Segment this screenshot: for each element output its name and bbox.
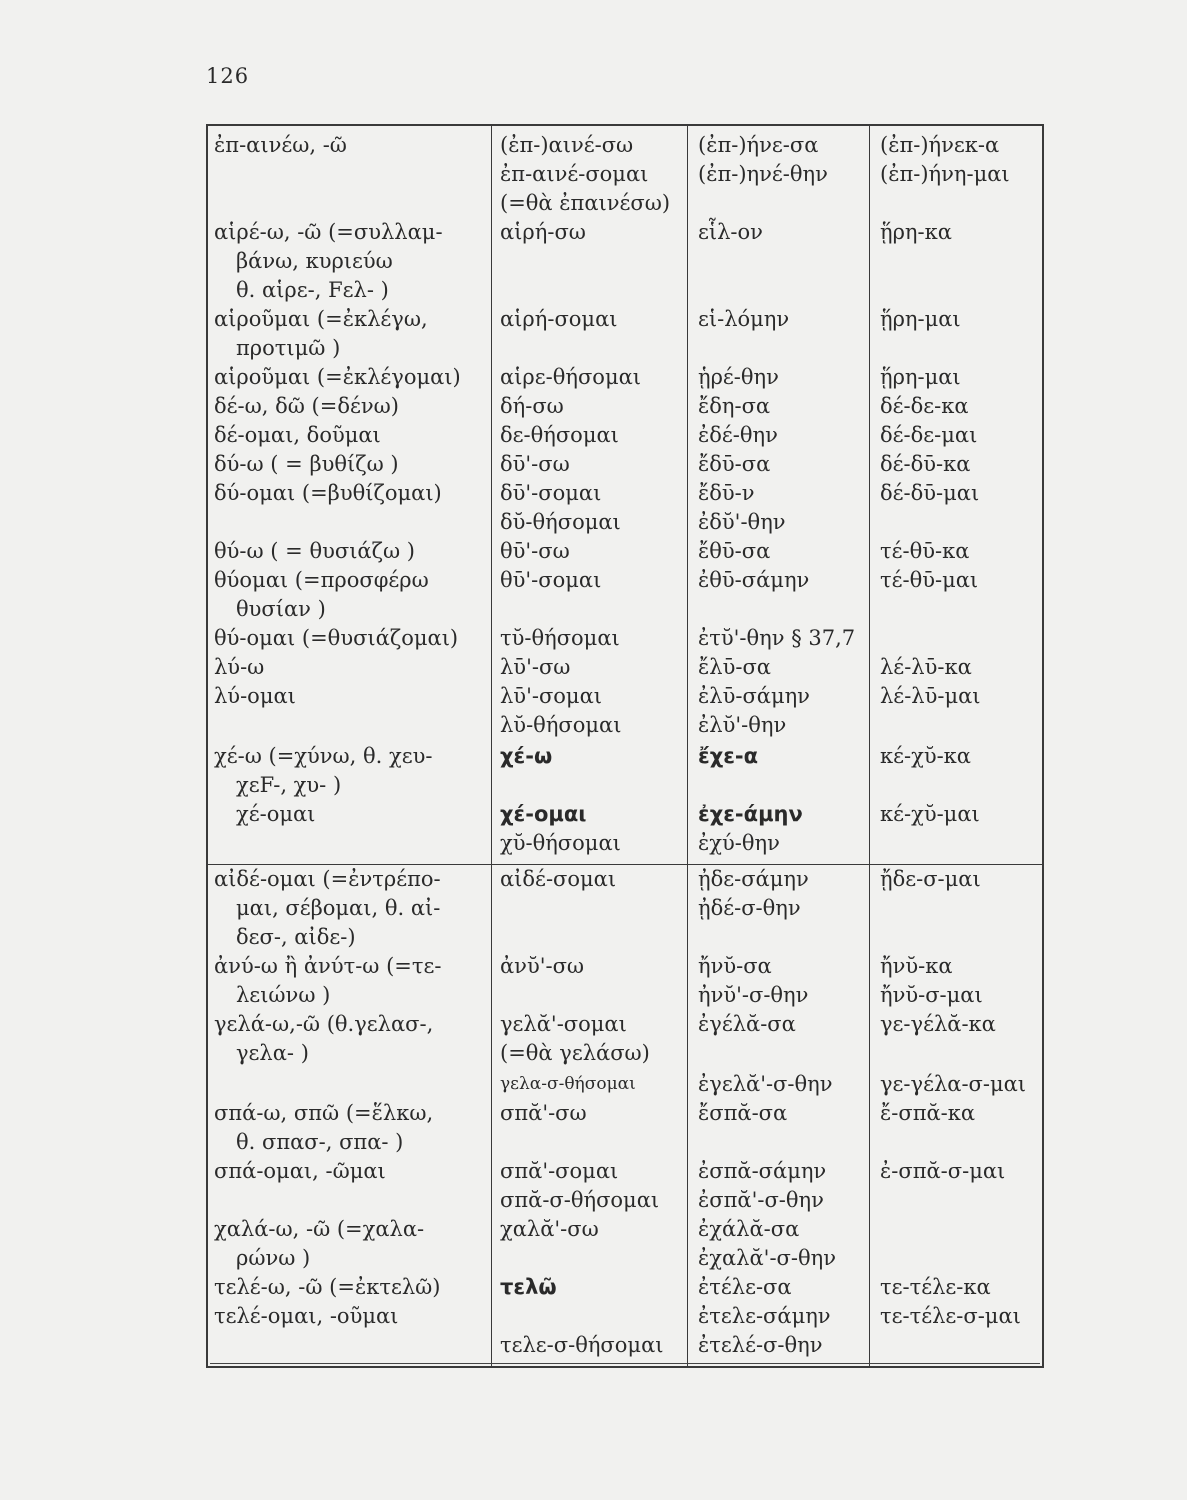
verb-cell: δύ-ομαι (=βυθίζομαι) <box>214 481 442 505</box>
perfect-cell: δέ-δῡ-μαι <box>880 481 980 505</box>
future-cell: θῡ'-σομαι <box>500 568 602 592</box>
perfect-cell: ἔ-σπᾰ-κα <box>880 1101 976 1125</box>
future-cell: χέ-ομαι <box>500 802 587 826</box>
future-cell: χαλᾰ'-σω <box>500 1217 599 1241</box>
future-cell: σπᾰ'-σομαι <box>500 1159 619 1183</box>
future-cell: λῡ'-σω <box>500 655 571 679</box>
future-cell: δῡ'-σομαι <box>500 481 602 505</box>
verb-cell: μαι, σέβομαι, θ. αἰ- <box>236 896 441 920</box>
aorist-cell: ἐλῠ'-θην <box>698 713 787 737</box>
perfect-cell: λέ-λῡ-μαι <box>880 684 981 708</box>
verb-cell: θ. αἱρε-, Fελ- ) <box>236 278 389 302</box>
verb-cell: ἐπ-αινέω, -ῶ <box>214 133 347 157</box>
verb-cell: αἱροῦμαι (=ἐκλέγομαι) <box>214 365 461 389</box>
verb-cell: θύ-ομαι (=θυσιάζομαι) <box>214 626 459 650</box>
verb-cell: αἱρέ-ω, -ῶ (=συλλαμ- <box>214 220 443 244</box>
aorist-cell: ἐτέλε-σα <box>698 1275 792 1299</box>
aorist-cell: ἐτελέ-σ-θην <box>698 1333 823 1357</box>
perfect-cell: ᾕρη-μαι <box>880 307 961 331</box>
aorist-cell: ἐχαλᾰ'-σ-θην <box>698 1246 836 1270</box>
verb-cell: χέ-ω (=χύνω, θ. χευ- <box>214 744 433 768</box>
verb-cell: γελα- ) <box>236 1041 309 1065</box>
aorist-cell: ᾐδέ-σ-θην <box>698 896 801 920</box>
future-cell: θῡ'-σω <box>500 539 570 563</box>
verb-cell: δεσ-, αἰδε-) <box>236 925 356 949</box>
aorist-cell: ἤνῠ-σα <box>698 954 772 978</box>
future-cell: αἱρή-σω <box>500 220 586 244</box>
perfect-cell: ἤνῠ-κα <box>880 954 953 978</box>
aorist-cell: ἔθῡ-σα <box>698 539 771 563</box>
aorist-cell: εἷλ-ον <box>698 220 763 244</box>
future-cell: (=θὰ ἐπαινέσω) <box>500 191 671 215</box>
perfect-cell: τέ-θῡ-κα <box>880 539 970 563</box>
page-number: 126 <box>206 64 250 88</box>
future-cell: ἐπ-αινέ-σομαι <box>500 162 649 186</box>
perfect-cell: γε-γέλᾰ-κα <box>880 1012 996 1036</box>
future-cell: ἀνῠ'-σω <box>500 954 585 978</box>
verb-cell: γελά-ω,-ῶ (θ.γελασ-, <box>214 1012 434 1036</box>
future-cell: χέ-ω <box>500 744 553 768</box>
aorist-cell: ἐθῡ-σάμην <box>698 568 810 592</box>
future-cell: τελῶ <box>500 1275 557 1299</box>
aorist-cell: ἐγελᾰ'-σ-θην <box>698 1072 833 1096</box>
verb-cell: ἀνύ-ω ἢ ἀνύτ-ω (=τε- <box>214 954 442 978</box>
aorist-cell: ἔδη-σα <box>698 394 771 418</box>
future-cell: τελε-σ-θήσομαι <box>500 1333 664 1357</box>
aorist-cell: ἠνῠ'-σ-θην <box>698 983 809 1007</box>
aorist-cell: ἐσπᾰ-σάμην <box>698 1159 827 1183</box>
future-cell: σπᾰ'-σω <box>500 1101 587 1125</box>
perfect-cell: τε-τέλε-κα <box>880 1275 991 1299</box>
future-cell: χῠ-θήσομαι <box>500 831 621 855</box>
column-divider <box>687 126 688 1366</box>
aorist-cell: ἐτῠ'-θην § 37,7 <box>698 626 856 650</box>
verb-cell: λειώνω ) <box>236 983 331 1007</box>
aorist-cell: ἐδέ-θην <box>698 423 778 447</box>
perfect-cell: γε-γέλα-σ-μαι <box>880 1072 1027 1096</box>
future-cell: δῡ'-σω <box>500 452 570 476</box>
future-cell: δή-σω <box>500 394 564 418</box>
future-cell: δε-θήσομαι <box>500 423 619 447</box>
column-divider <box>491 126 492 1366</box>
verb-cell: τελέ-ω, -ῶ (=ἐκτελῶ) <box>214 1275 441 1299</box>
perfect-cell: τέ-θῡ-μαι <box>880 568 979 592</box>
aorist-cell: (ἐπ-)ηνέ-θην <box>698 162 828 186</box>
perfect-cell: ἤνῠ-σ-μαι <box>880 983 983 1007</box>
perfect-cell: κέ-χῠ-μαι <box>880 802 980 826</box>
future-cell: αἱρε-θήσομαι <box>500 365 642 389</box>
future-cell: δῠ-θήσομαι <box>500 510 621 534</box>
aorist-cell: ἐχύ-θην <box>698 831 780 855</box>
future-cell: αἰδέ-σομαι <box>500 867 617 891</box>
perfect-cell: ἐ-σπᾰ-σ-μαι <box>880 1159 1006 1183</box>
column-divider <box>869 126 870 1366</box>
future-cell: γελᾰ'-σομαι <box>500 1012 627 1036</box>
aorist-cell: ἔλῡ-σα <box>698 655 771 679</box>
aorist-cell: ἐχάλᾰ-σα <box>698 1217 800 1241</box>
verb-cell: λύ-ω <box>214 655 265 679</box>
perfect-cell: δέ-δῡ-κα <box>880 452 971 476</box>
verb-cell: αἱροῦμαι (=ἐκλέγω, <box>214 307 428 331</box>
aorist-cell: ᾑρέ-θην <box>698 365 779 389</box>
future-cell: λῠ-θήσομαι <box>500 713 622 737</box>
perfect-cell: δέ-δε-κα <box>880 394 969 418</box>
perfect-cell: ᾔδε-σ-μαι <box>880 867 981 891</box>
perfect-cell: δέ-δε-μαι <box>880 423 978 447</box>
future-cell: (ἐπ-)αινέ-σω <box>500 133 634 157</box>
verb-cell: δέ-ω, δῶ (=δένω) <box>214 394 399 418</box>
aorist-cell: ᾐδε-σάμην <box>698 867 809 891</box>
verb-cell: σπά-ομαι, -ῶμαι <box>214 1159 386 1183</box>
perfect-cell: τε-τέλε-σ-μαι <box>880 1304 1021 1328</box>
perfect-cell: (ἐπ-)ήνη-μαι <box>880 162 1010 186</box>
verb-cell: χεF-, χυ- ) <box>236 773 342 797</box>
verb-cell: χαλά-ω, -ῶ (=χαλα- <box>214 1217 425 1241</box>
aorist-cell: ἔχε-α <box>698 744 759 768</box>
aorist-cell: εἱ-λόμην <box>698 307 790 331</box>
aorist-cell: ἐσπᾰ'-σ-θην <box>698 1188 824 1212</box>
future-cell: σπᾰ-σ-θήσομαι <box>500 1188 660 1212</box>
verb-cell: σπά-ω, σπῶ (=ἕλκω, <box>214 1101 434 1125</box>
perfect-cell: λέ-λῡ-κα <box>880 655 972 679</box>
aorist-cell: ἔδῡ-σα <box>698 452 771 476</box>
perfect-cell: ᾕρη-κα <box>880 220 952 244</box>
verb-cell: θύ-ω ( = θυσιάζω ) <box>214 539 415 563</box>
verb-cell: ρώνω ) <box>236 1246 311 1270</box>
verb-cell: δέ-ομαι, δοῦμαι <box>214 423 381 447</box>
verb-cell: τελέ-ομαι, -οῦμαι <box>214 1304 399 1328</box>
verb-cell: χέ-ομαι <box>236 802 316 826</box>
aorist-cell: ἔσπᾰ-σα <box>698 1101 788 1125</box>
aorist-cell: ἐδῠ'-θην <box>698 510 786 534</box>
verb-cell: λύ-ομαι <box>214 684 296 708</box>
perfect-cell: κέ-χῠ-κα <box>880 744 971 768</box>
aorist-cell: ἐτελε-σάμην <box>698 1304 831 1328</box>
aorist-cell: ἐγέλᾰ-σα <box>698 1012 796 1036</box>
verb-cell: προτιμῶ ) <box>236 336 341 360</box>
aorist-cell: (ἐπ-)ήνε-σα <box>698 133 819 157</box>
future-cell: γελα-σ-θήσομαι <box>500 1074 636 1094</box>
verb-cell: δύ-ω ( = βυθίζω ) <box>214 452 399 476</box>
verb-cell: αἰδέ-ομαι (=ἐντρέπο- <box>214 867 441 891</box>
verb-cell: βάνω, κυριεύω <box>236 249 393 273</box>
perfect-cell: ᾕρη-μαι <box>880 365 961 389</box>
future-cell: (=θὰ γελάσω) <box>500 1041 650 1065</box>
perfect-cell: (ἐπ-)ήνεκ-α <box>880 133 1000 157</box>
future-cell: αἱρή-σομαι <box>500 307 618 331</box>
verb-principal-parts-table <box>206 124 1044 1368</box>
aorist-cell: ἔδῡ-ν <box>698 481 755 505</box>
verb-cell: θύομαι (=προσφέρω <box>214 568 429 592</box>
aorist-cell: ἐχε-άμην <box>698 802 803 826</box>
future-cell: λῡ'-σομαι <box>500 684 602 708</box>
verb-cell: θ. σπασ-, σπα- ) <box>236 1130 404 1154</box>
future-cell: τῠ-θήσομαι <box>500 626 620 650</box>
aorist-cell: ἐλῡ-σάμην <box>698 684 810 708</box>
verb-cell: θυσίαν ) <box>236 597 326 621</box>
